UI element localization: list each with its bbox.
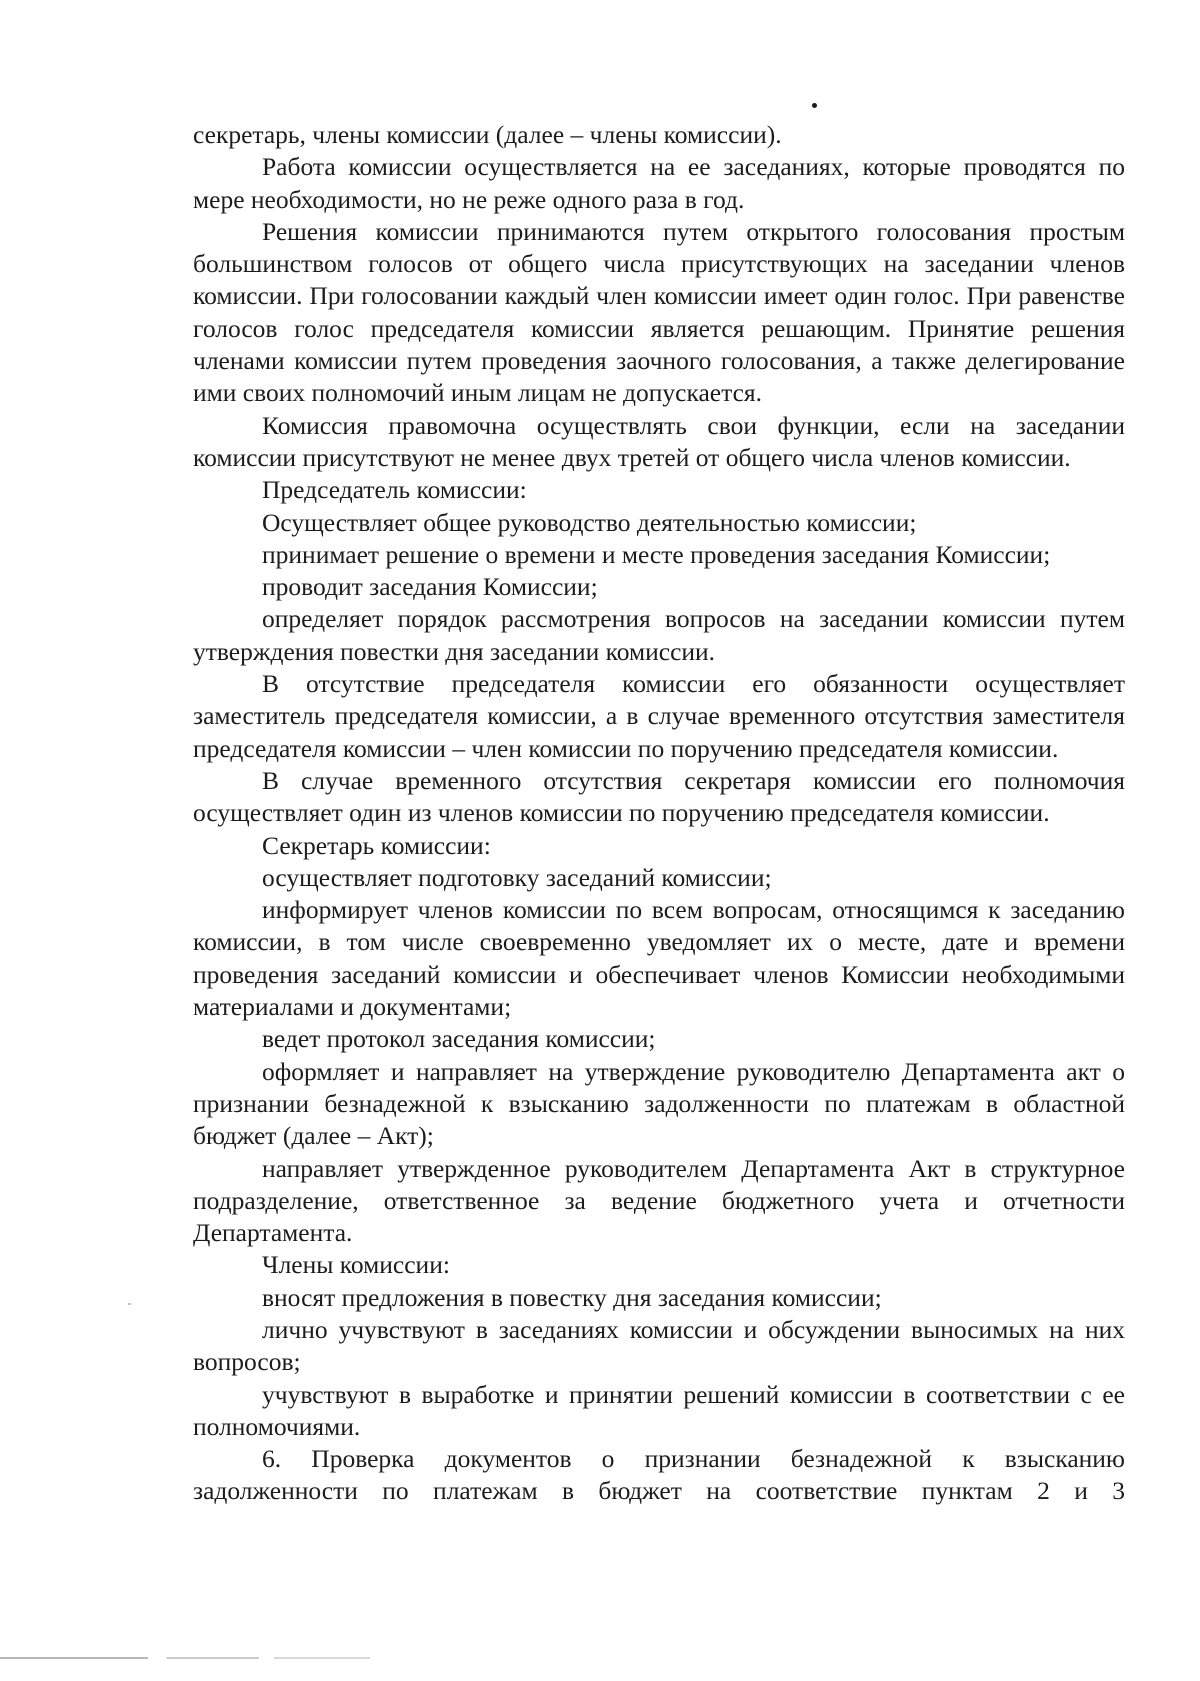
- paragraph-members-duty-3: учувствуют в выработке и принятии решений комиссии в соответствии с ее полномочиями.: [193, 1379, 1125, 1441]
- scan-artifact-line: [0, 1657, 370, 1659]
- paragraph-quorum: Комиссия правомочна осуществлять свои функции, если на заседании комиссии присутствуют не менее двух третей от общего числа членов комиссии.: [193, 410, 1125, 472]
- paragraph-members-heading: Члены комиссии:: [262, 1250, 450, 1280]
- paragraph-continuation: секретарь, члены комиссии (далее – члены комиссии).: [193, 120, 782, 149]
- scan-artifact-mark: [128, 1303, 131, 1305]
- paragraph-secretary-duty-5: направляет утвержденное руководителем Департамента Акт в структурное подразделение, ответственное за ведение бюджетного учета и отчетности Департамента.: [193, 1153, 1125, 1248]
- paragraph-secretary-duty-2: информирует членов комиссии по всем вопросам, относящимся к заседанию комиссии, в том числе своевременно уведомляет их о месте, дате и времени проведения заседаний комиссии и обеспечивает членов Комиссии необходимыми материалами и документами;: [193, 895, 1125, 1022]
- paragraph-chairman-duty-2: принимает решение о времени и месте проведения заседания Комиссии;: [262, 539, 1051, 569]
- paragraph-chairman-duty-3: проводит заседания Комиссии;: [262, 572, 598, 602]
- paragraph-item-6: 6. Проверка документов о признании безнадежной к взысканию задолженности по платежам в бюджет на соответствие пунктам 2 и 3: [193, 1444, 1125, 1506]
- paragraph-members-duty-2: лично учувствуют в заседаниях комиссии и обсуждении выносимых на них вопросов;: [193, 1314, 1125, 1377]
- paragraph-secretary-duty-4: оформляет и направляет на утверждение руководителю Департамента акт о признании безнадежной к взысканию задолженности по платежам в областной бюджет (далее – Акт);: [193, 1056, 1125, 1151]
- paragraph-secretary-absence: В случае временного отсутствия секретаря комиссии его полномочия осуществляет один из членов комиссии по поручению председателя комиссии.: [193, 765, 1125, 828]
- paragraph-decisions: Решения комиссии принимаются путем открытого голосования простым большинством голосов от общего числа присутствующих на заседании членов комиссии. При голосовании каждый член комиссии имеет один голос. При равенстве голосов голос председателя комиссии является решающим. Принятие решения членами комиссии путем проведения заочного голосования, а также делегирование ими своих полномочий иным лицам не допускается.: [193, 216, 1125, 408]
- paragraph-members-duty-1: вносят предложения в повестку дня заседания комиссии;: [262, 1282, 882, 1312]
- paragraph-chairman-absence: В отсутствие председателя комиссии его обязанности осуществляет заместитель председателя комиссии, а в случае временного отсутствия заместителя председателя комиссии – член комиссии по поручению председателя комиссии.: [193, 669, 1125, 763]
- document-body: [193, 119, 1125, 1508]
- scan-artifact-dot: [812, 103, 817, 108]
- paragraph-chairman-duty-1: Осуществляет общее руководство деятельностью комиссии;: [262, 507, 917, 537]
- paragraph-chairman-heading: Председатель комиссии:: [262, 475, 527, 505]
- paragraph-secretary-heading: Секретарь комиссии:: [262, 830, 491, 860]
- paragraph-meetings: Работа комиссии осуществляется на ее заседаниях, которые проводятся по мере необходимости, но не реже одного раза в год.: [193, 152, 1125, 214]
- paragraph-secretary-duty-1: осуществляет подготовку заседаний комиссии;: [262, 862, 772, 892]
- paragraph-secretary-duty-3: ведет протокол заседания комиссии;: [262, 1024, 656, 1054]
- paragraph-chairman-duty-4: определяет порядок рассмотрения вопросов на заседании комиссии путем утверждения повестки дня заседании комиссии.: [193, 604, 1125, 666]
